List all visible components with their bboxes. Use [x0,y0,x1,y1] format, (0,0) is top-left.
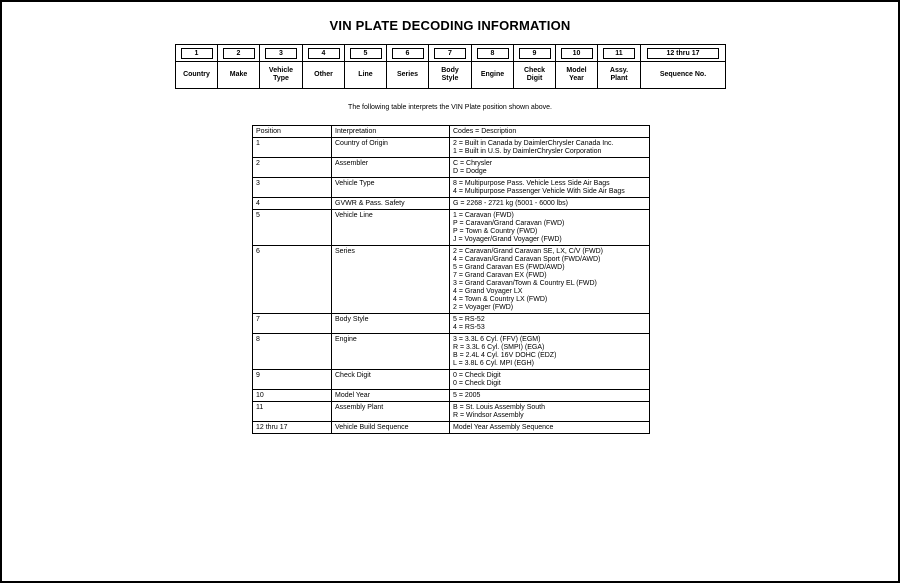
vin-position-label-line: Series [396,71,419,78]
row-position: 7 [253,314,332,334]
code-line: C = Chrysler [453,160,493,167]
vin-position-number-cell [598,45,641,62]
code-line: 5 = 2005 [453,392,481,399]
code-line: Model Year Assembly Sequence [453,424,554,431]
vin-position-label [598,62,641,89]
page-title: VIN PLATE DECODING INFORMATION [329,18,571,33]
row-codes [450,198,650,210]
row-codes [450,422,650,434]
code-line: 5 = RS-52 [453,316,485,323]
code-line: 2 = Voyager (FWD) [453,304,514,311]
table-row [253,210,650,246]
code-line: 4 = Multipurpose Passenger Vehicle With Side Air Bags [453,188,625,195]
code-line: 2 = Built in Canada by DaimlerChrysler Canada Inc. [453,140,614,147]
code-line: 3 = Grand Caravan/Town & Country EL (FWD) [453,280,597,287]
row-codes [450,314,650,334]
table-row [253,198,650,210]
row-interpretation: Body Style [332,314,450,334]
vin-position-number-cell [429,45,472,62]
table-row [253,178,650,198]
row-codes [450,370,650,390]
vin-position-number: 11 [603,48,635,59]
vin-plate-diagram [175,44,726,89]
row-position: 6 [253,246,332,314]
code-line: P = Caravan/Grand Caravan (FWD) [453,220,565,227]
code-line: P = Town & Country (FWD) [453,228,538,235]
table-row [253,334,650,370]
vin-position-label-line: Type [273,75,289,82]
row-interpretation: Country of Origin [332,138,450,158]
row-position: 8 [253,334,332,370]
vin-position-label-line: Other [314,71,333,78]
vin-position-number: 5 [350,48,382,59]
vin-position-label-line: Year [569,75,584,82]
code-line: 7 = Grand Caravan EX (FWD) [453,272,547,279]
vin-position-label [429,62,472,89]
vin-position-label-line: Engine [480,71,505,78]
row-codes [450,138,650,158]
row-position: 1 [253,138,332,158]
intro-text: The following table interprets the VIN Plate position shown above. [348,104,552,111]
vin-position-label-line: Assy. [609,67,629,74]
vin-position-number: 3 [265,48,297,59]
vin-position-label-line: Body [441,67,459,74]
row-interpretation: Assembly Plant [332,402,450,422]
table-row [253,402,650,422]
vin-position-number-cell [260,45,303,62]
vin-position-label-line: Make [229,71,248,78]
code-line: 0 = Check Digit [453,372,501,379]
vin-position-label-line: Model [566,67,587,74]
code-line: D = Dodge [453,168,487,175]
vin-position-number-cell [303,45,345,62]
row-interpretation: Vehicle Build Sequence [332,422,450,434]
vin-position-label-line: Line [358,71,373,78]
vin-position-number: 10 [561,48,593,59]
row-codes [450,402,650,422]
vin-position-number-cell [176,45,218,62]
code-line: R = Windsor Assembly [453,412,524,419]
vin-position-label [387,62,429,89]
table-header-row [253,126,650,138]
table-row [253,390,650,402]
vin-position-number-cell [345,45,387,62]
vin-position-number-cell [641,45,726,62]
code-line: 4 = RS-53 [453,324,485,331]
code-line: 0 = Check Digit [453,380,501,387]
vin-position-number: 8 [477,48,509,59]
row-codes [450,334,650,370]
code-line: 3 = 3.3L 6 Cyl. (FFV) (EGM) [453,336,541,343]
row-codes [450,390,650,402]
vin-position-number: 1 [181,48,213,59]
row-position: 5 [253,210,332,246]
header-interpretation: Interpretation [332,126,450,138]
code-line: B = 2.4L 4 Cyl. 16V DOHC (EDZ) [453,352,557,359]
vin-position-number-cell [556,45,598,62]
vin-position-number: 6 [392,48,424,59]
header-position: Position [253,126,332,138]
vin-position-number-cell [472,45,514,62]
row-interpretation: Vehicle Line [332,210,450,246]
vin-position-label-line: Country [183,71,210,78]
vin-position-label-line: Vehicle [268,67,294,74]
vin-position-label [472,62,514,89]
row-interpretation: Model Year [332,390,450,402]
row-position: 11 [253,402,332,422]
row-position: 2 [253,158,332,178]
row-position: 4 [253,198,332,210]
row-interpretation: Engine [332,334,450,370]
vin-position-label [345,62,387,89]
table-row [253,370,650,390]
row-codes [450,178,650,198]
vin-decoding-table [252,125,650,434]
vin-position-number: 2 [223,48,255,59]
vin-position-number-cell [218,45,260,62]
header-codes: Codes = Description [450,126,650,138]
table-row [253,138,650,158]
vin-position-number: 9 [519,48,551,59]
vin-position-number: 12 thru 17 [647,48,719,59]
code-line: G = 2268 - 2721 kg (5001 - 6000 lbs) [453,200,568,207]
code-line: L = 3.8L 6 Cyl. MPI (EGH) [453,360,534,367]
vin-position-number-cell [514,45,556,62]
vin-position-label [514,62,556,89]
vin-position-label [260,62,303,89]
code-line: 1 = Built in U.S. by DaimlerChrysler Corporation [453,148,602,155]
row-codes [450,210,650,246]
vin-position-label [303,62,345,89]
row-position: 12 thru 17 [253,422,332,434]
vin-position-number: 7 [434,48,466,59]
code-line: 4 = Town & Country LX (FWD) [453,296,548,303]
code-line: J = Voyager/Grand Voyager (FWD) [453,236,562,243]
code-line: 1 = Caravan (FWD) [453,212,514,219]
row-interpretation: Vehicle Type [332,178,450,198]
vin-position-number-cell [387,45,429,62]
row-interpretation: Check Digit [332,370,450,390]
code-line: B = St. Louis Assembly South [453,404,546,411]
code-line: 4 = Caravan/Grand Caravan Sport (FWD/AWD) [453,256,601,263]
code-line: 2 = Caravan/Grand Caravan SE, LX, C/V (FWD) [453,248,603,255]
vin-position-label-line: Check [523,67,545,74]
row-interpretation: Series [332,246,450,314]
code-line: R = 3.3L 6 Cyl. (SMPI) (EGA) [453,344,545,351]
vin-position-label-line: Digit [526,75,543,82]
vin-position-label-line: Plant [610,75,628,82]
row-position: 9 [253,370,332,390]
code-line: 8 = Multipurpose Pass. Vehicle Less Side Air Bags [453,180,610,187]
code-line: 5 = Grand Caravan ES (FWD/AWD) [453,264,565,271]
vin-position-label-line: Style [441,75,459,82]
row-codes [450,158,650,178]
row-position: 10 [253,390,332,402]
row-codes [450,246,650,314]
vin-position-label [218,62,260,89]
vin-position-label [176,62,218,89]
table-row [253,158,650,178]
table-row [253,422,650,434]
table-row [253,314,650,334]
table-row [253,246,650,314]
code-line: 4 = Grand Voyager LX [453,288,523,295]
row-position: 3 [253,178,332,198]
vin-position-number: 4 [308,48,340,59]
vin-position-label-line: Sequence No. [659,71,707,78]
row-interpretation: GVWR & Pass. Safety [332,198,450,210]
vin-position-label [556,62,598,89]
vin-position-label [641,62,726,89]
row-interpretation: Assembler [332,158,450,178]
